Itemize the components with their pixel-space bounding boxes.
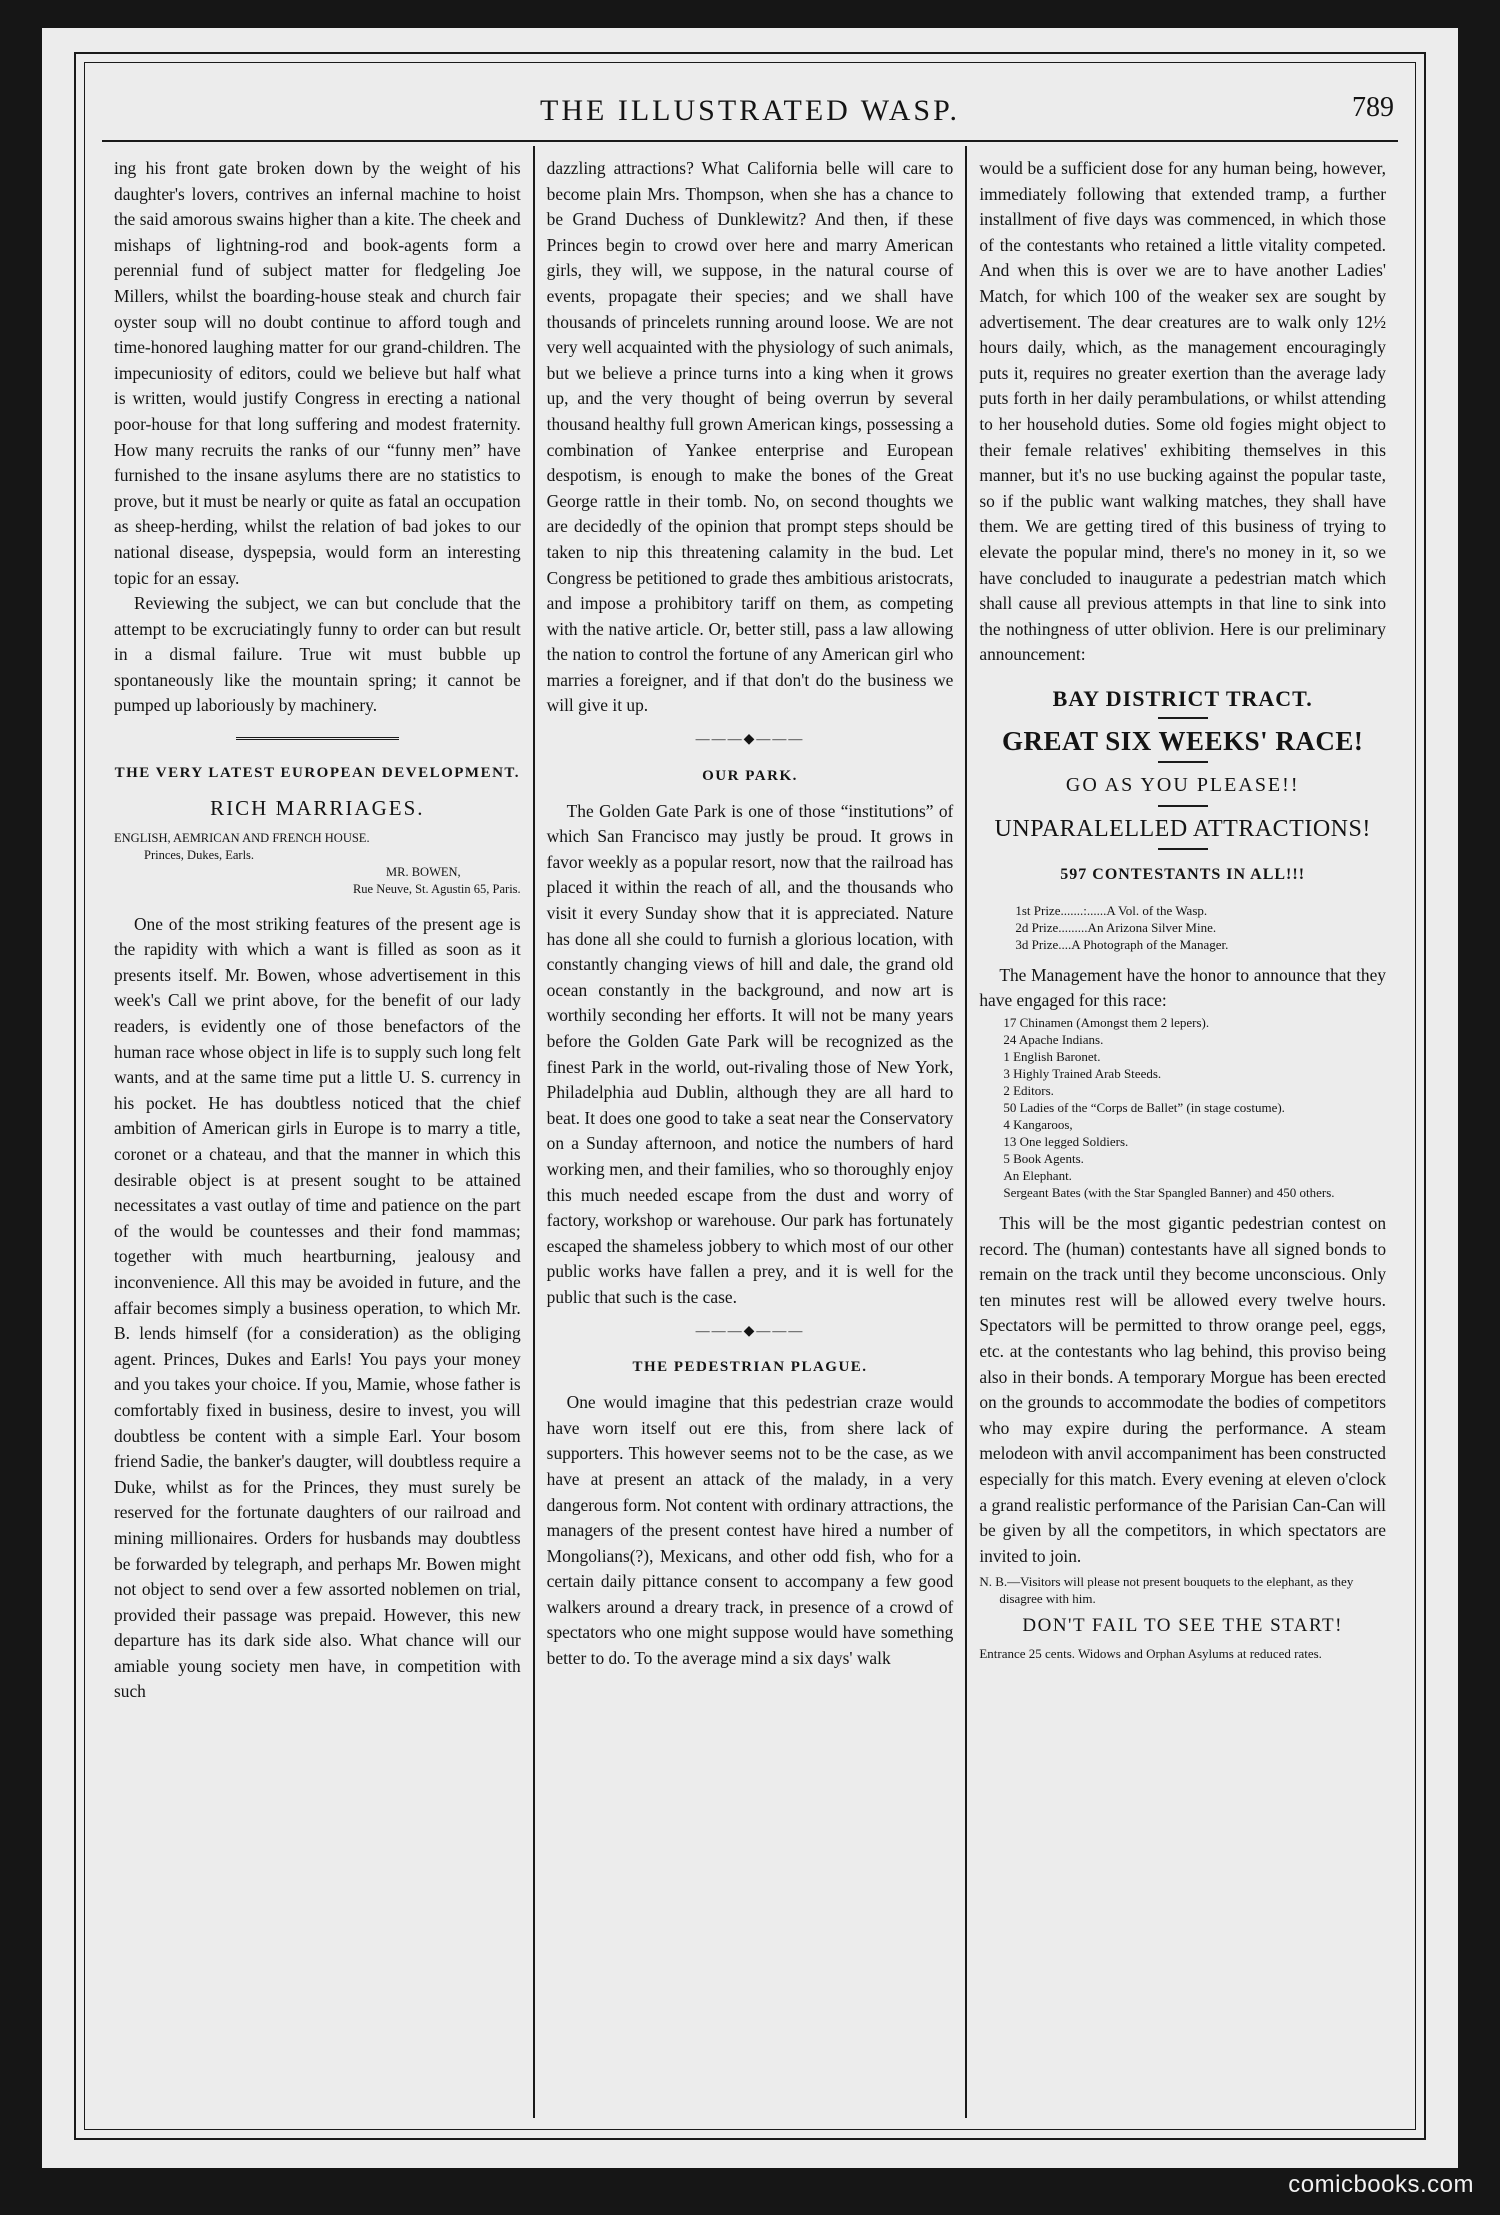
contestant-item: An Elephant. <box>1003 1168 1072 1184</box>
section-divider <box>236 737 399 740</box>
col2-paragraph-1: dazzling attractions? What California belle will care to become plain Mrs. Thompson, when she has a chance to be Grand Duchess of Dunklewitz? And then, if these Princes begin to crowd over here and marry American girls, they will, we suppose, in the natural course of events, propagate their species; and we shall have thousands of princelets running around loose. We are not very well acquainted with the physiology of such animals, but we believe a prince turns into a king when it grows up, and the very thought of being overrun by several thousand healthy full grown American kings, possessing a combination of Yankee enterprise and European despotism, is enough to make the bones of the Great George rattle in their tomb. No, on second thoughts we are decidedly of the opinion that prompt steps should be taken to nip this threatening calamity in the bud. Let Congress be petitioned to grade thes ambitious aristocrats, and impose a prohibitory tariff on them, as competing with the native article. Or, better still, pass a law allowing the nation to control the fortune of any American girl who marries a foreigner, and if that don't do the business we will give it up. <box>546 158 954 716</box>
handbill-rule <box>1158 805 1208 807</box>
contestant-item: 13 One legged Soldiers. <box>1003 1134 1129 1150</box>
handbill-contestants-count: 597 CONTESTANTS IN ALL!!! <box>1060 866 1306 884</box>
handbill-rule <box>1158 761 1208 763</box>
page-number: 789 <box>1352 92 1394 123</box>
contestant-item: 17 Chinamen (Amongst them 2 lepers). <box>1003 1015 1210 1031</box>
contestant-item: Sergeant Bates (with the Star Spangled Banner) and 450 others. <box>1003 1185 1335 1201</box>
ad-line-2: Princes, Dukes, Earls. <box>144 847 255 862</box>
col1-paragraph-2: Reviewing the subject, we can but conclude that the attempt to be excruciatingly funny to order can but result in a dismal failure. True wit must bubble up spontaneously like the mountain spring; it cannot be pumped up laboriously by machinery. <box>114 593 521 716</box>
col3-paragraph-1: would be a sufficient dose for any human being, however, immediately following that extended tramp, a further installment of five days was commenced, in which those of the contestants who retained a little vitality competed. And when this is over we are to have another Ladies' Match, for which 100 of the weaker sex are sought by advertisement. The dear creatures are to walk only 12½ hours daily, which, as the management encouragingly puts it, requires no greater exertion than the average lady puts forth in her daily perambulations, or whilst attending to her household duties. Some old fogies might object to their female relatives' exhibiting themselves in this manner, but it's no use bucking against the popular taste, so if the public want walking matches, they shall have them. We are getting tired of this business of trying to elevate the popular mind, there's no money in it, so we have concluded to inaugurate a pedestrian match which shall cause all previous attempts in that line to sink into the nothingness of utter oblivion. Here is our preliminary announcement: <box>979 158 1387 665</box>
handbill-go-as-you-please: GO AS YOU PLEASE!! <box>1065 774 1300 797</box>
subhead-rich-marriages: RICH MARRIAGES. <box>210 796 425 821</box>
handbill-rule <box>1158 717 1208 719</box>
watermark: comicbooks.com <box>1288 2171 1474 2198</box>
masthead <box>102 88 1398 142</box>
column-1 <box>102 146 533 2118</box>
dont-fail-notice: DON'T FAIL TO SEE THE START! <box>1022 1615 1343 1637</box>
masthead-title: THE ILLUSTRATED WASP. <box>540 94 960 127</box>
entrance-fee: Entrance 25 cents. Widows and Orphan Asylums at reduced rates. <box>979 1645 1322 1661</box>
column-3 <box>965 146 1398 2118</box>
column-2 <box>533 146 966 2118</box>
handbill-rule <box>1158 848 1208 850</box>
bowen-advertisement <box>114 830 521 898</box>
ad-line-3: MR. BOWEN, <box>386 864 461 879</box>
ad-line-4: Rue Neuve, St. Agustin 65, Paris. <box>352 881 521 896</box>
contestant-item: 50 Ladies of the “Corps de Ballet” (in stage costume). <box>1003 1100 1285 1116</box>
col3-paragraph-3: This will be the most gigantic pedestrian contest on record. The (human) contestants have all signed bonds to remain on the track until they become unconscious. Only ten minutes rest will be allowed every twelve hours. Spectators will be permitted to throw orange peel, eggs, etc. at the contestants who lag behind, this proviso being also in their bonds. A temporary Morgue has been erected on the grounds to accommodate the bodies of competitors who may expire during the performance. A steam melodeon with anvil accompaniment has been constructed especially for this match. Every evening at eleven o'clock a grand realistic performance of the Parisian Can-Can will be given by all the competitors, in which spectators are invited to join. <box>979 1213 1387 1566</box>
contestant-item: 4 Kangaroos, <box>1003 1117 1073 1133</box>
handbill-great-six-weeks-race: GREAT SIX WEEKS' RACE! <box>1002 726 1364 757</box>
ad-line-1: ENGLISH, AEMRICAN AND FRENCH HOUSE. <box>114 830 370 845</box>
headline-european-development: THE VERY LATEST EUROPEAN DEVELOPMENT. <box>114 765 521 782</box>
contestant-item: 1 English Baronet. <box>1003 1049 1101 1065</box>
prize-3: 3d Prize....A Photograph of the Manager. <box>1015 936 1229 952</box>
col1-paragraph-1: ing his front gate broken down by the weight of his daughter's lovers, contrives an infernal machine to hoist the said amorous swains higher than a kite. The cheek and mishaps of lightning-rod and book-agents form a perennial fund of subject matter for fledgeling Joe Millers, whilst the boarding-house steak and church fair oyster soup will no doubt continue to afford tough and time-honored laughing matter for our grand-children. The impecuniosity of editors, could we believe but half what is written, would justify Congress in erecting a national poor-house for that long suffering and modest fraternity. How many recruits the ranks of our “funny men” have furnished to the insane asylums there are no statistics to prove, but it must be nearly or quite as fatal an occupation as sheep-herding, whilst the relation of bad jokes to our national disease, dyspepsia, would form an interesting topic for an essay. <box>114 158 521 588</box>
col2-paragraph-3: One would imagine that this pedestrian craze would have worn itself out ere this, from shere lack of supporters. This however seems not to be the case, as we have at present an attack of the malady, in a very dangerous form. Not content with ordinary attractions, the managers of the present contest have hired a number of Mongolians(?), Mexicans, and other odd fish, who for a certain daily pittance consent to accompany a few good walkers around a dreary track, in presence of a crowd of spectators who one might suppose would have something better to do. To the average mind a six days' walk <box>546 1392 954 1669</box>
prize-list <box>979 902 1386 953</box>
race-handbill <box>979 686 1386 888</box>
col2-paragraph-2: The Golden Gate Park is one of those “institutions” of which San Francisco may justly be proud. It grows in favor weekly as a popular resort, now that the railroad has placed it within the reach of all, and the thousands who visit it every Sunday show that it is appreciated. Nature has done all she could to furnish a glorious location, with constantly changing views of hill and dale, the grand old ocean constantly in the background, and now art is worthily seconding her efforts. It will not be many years before the Golden Gate Park will be recognized as the finest Park in the world, out-rivaling those of New York, Philadelphia aud Dublin, although they are all hard to beat. It does one good to take a seat near the Conservatory on a Sunday afternoon, and notice the numbers of hard working men, and their families, who so thoroughly enjoy this much needed escape from the dust and worry of factory, workshop or warehouse. Our park has fortunately escaped the shameless jobbery to which most of our other public works have fallen a prey, and it is well for the public that such is the case. <box>546 800 954 1307</box>
headline-pedestrian-plague: THE PEDESTRIAN PLAGUE. <box>632 1359 868 1376</box>
prize-2: 2d Prize.........An Arizona Silver Mine. <box>1015 919 1217 935</box>
ornament-divider: ———◆——— <box>695 732 805 748</box>
prize-1: 1st Prize.......:......A Vol. of the Wasp. <box>1015 902 1208 918</box>
contestant-item: 3 Highly Trained Arab Steeds. <box>1003 1066 1162 1082</box>
col3-paragraph-2: The Management have the honor to announce that they have engaged for this race: <box>979 964 1387 1011</box>
handbill-unparalelled-attractions: UNPARALELLED ATTRACTIONS! <box>994 815 1371 842</box>
nota-bene: N. B.—Visitors will please not present bouquets to the elephant, as they disagree with him. <box>979 1574 1354 1607</box>
contestant-item: 5 Book Agents. <box>1003 1151 1084 1167</box>
article-columns <box>102 146 1398 2118</box>
contestant-item: 2 Editors. <box>1003 1083 1054 1099</box>
contestant-item: 24 Apache Indians. <box>1003 1032 1104 1048</box>
col1-paragraph-3: One of the most striking features of the present age is the rapidity with which a want is filled as soon as it presents itself. Mr. Bowen, whose advertisement in this week's Call we print above, for the benefit of our lady readers, is evidently one of those benefactors of the human race whose object in life is to supply such long felt wants, and at the same time put a little U. S. currency in his pocket. He has doubtless noticed that the chief ambition of American girls in Europe is to marry a title, coronet or a chateau, and that the manner in which this desirable object is at present sought to be attained necessitates a vast outlay of time and patience on the part of the would be countesses and their fond mammas; together with much heartburning, jealousy and inconvenience. All this may be avoided in future, and the affair becomes simply a business operation, to which Mr. B. lends himself (for a consideration) as the obliging agent. Princes, Dukes and Earls! You pays your money and you takes your choice. If you, Mamie, whose father is comfortably fixed in business, desire to invest, you will doubtless be content with a simple Earl. Your bosom friend Sadie, the banker's daugter, will doubtless require a Duke, whilst as for the Princes, they must surely be reserved for the fortunate daughters of our railroad and mining millionaires. Orders for husbands may doubtless be forwarded by telegraph, and perhaps Mr. Bowen might not object to send over a few assorted noblemen on trial, provided their passage was prepaid. However, this new departure has its dark side also. What chance will our amiable young society men have, in competition with such <box>114 913 521 1702</box>
handbill-bay-district-tract: BAY DISTRICT TRACT. <box>1052 685 1313 711</box>
newspaper-page <box>42 28 1458 2168</box>
contestant-list <box>979 1014 1386 1201</box>
headline-our-park: OUR PARK. <box>702 767 798 784</box>
ornament-divider: ———◆——— <box>695 1323 805 1339</box>
